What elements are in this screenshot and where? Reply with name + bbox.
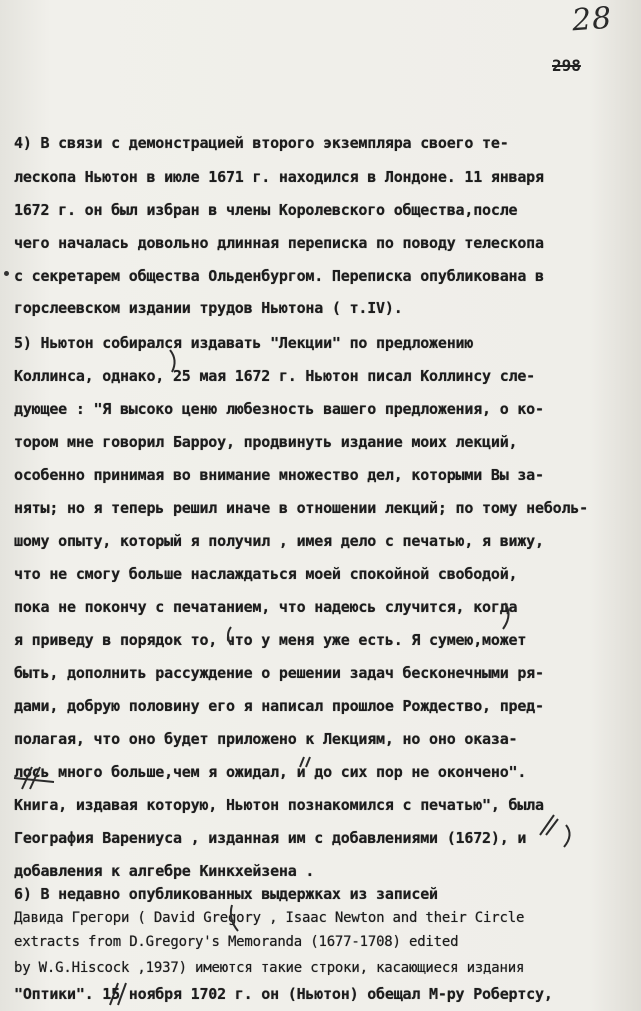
text-line: чего началась довольно длинная переписка по поводу телескопа (14, 234, 544, 252)
text-line: дами, добрую половину его я написал прошлое Рождество, пред- (14, 697, 544, 715)
text-line: горслеевском издании трудов Ньютона ( т.IV). (14, 299, 403, 317)
text-line: Книга, издавая которую, Ньютон познакомился с печатью", была (14, 796, 544, 814)
text-line: полагая, что оно будет приложено к Лекциям, но оно оказа- (14, 730, 518, 748)
text-line: 4) В связи с демонстрацией второго экземпляра своего те- (14, 134, 509, 152)
text-line: особенно принимая во внимание множество дел, которыми Вы за- (14, 466, 544, 484)
text-line: быть, дополнить рассуждение о решении задач бесконечными ря- (14, 664, 544, 682)
handwritten-page-number: 28 (570, 0, 614, 39)
text-line: пока не покончу с печатанием, что надеюсь случится, когда (14, 598, 518, 616)
text-line: extracts from D.Gregory's Memoranda (1677-1708) edited (14, 934, 459, 950)
typed-page-number: 298 (552, 56, 581, 75)
text-line: с секретарем общества Ольденбургом. Переписка опубликована в (14, 267, 544, 285)
text-line: 5) Ньютон собирался издавать "Лекции" по предложению (14, 334, 474, 352)
text-line: лескопа Ньютон в июле 1671 г. находился в Лондоне. 11 января (14, 168, 544, 186)
text-line: я приведу в порядок то, что у меня уже есть. Я сумею,может (14, 631, 527, 649)
text-line: тором мне говорил Барроу, продвинуть издание моих лекций, (14, 433, 518, 451)
text-line: 6) В недавно опубликованных выдержках из записей (14, 885, 438, 903)
text-line: няты; но я теперь решил иначе в отношении лекций; по тому неболь- (14, 499, 588, 517)
text-line: Коллинса, однако, 25 мая 1672 г. Ньютон писал Коллинсу сле- (14, 367, 536, 385)
margin-dot-mark (4, 271, 9, 276)
text-line: 1672 г. он был избран в члены Королевского общества,после (14, 201, 518, 219)
text-line: добавления к алгебре Кинкхейзена . (14, 862, 315, 880)
text-line: "Оптики". 15 ноября 1702 г. он (Ньютон) обещал М-ру Робертсу, (14, 985, 553, 1003)
text-line: дующее : "Я высоко ценю любезность вашего предложения, о ко- (14, 400, 544, 418)
text-line: шому опыту, который я получил , имея дело с печатью, я вижу, (14, 532, 544, 550)
text-line: География Варениуса , изданная им с добавлениями (1672), и (14, 829, 527, 847)
text-line: Давида Грегори ( David Gregory , Isaac Newton and their Circle (14, 910, 525, 926)
text-line: by W.G.Hiscock ,1937) имеются такие строки, касающиеся издания (14, 960, 525, 976)
text-line: что не смогу больше наслаждаться моей спокойной свободой, (14, 565, 518, 583)
text-line: лось много больше,чем я ожидал, и до сих пор не окончено". (14, 763, 527, 781)
